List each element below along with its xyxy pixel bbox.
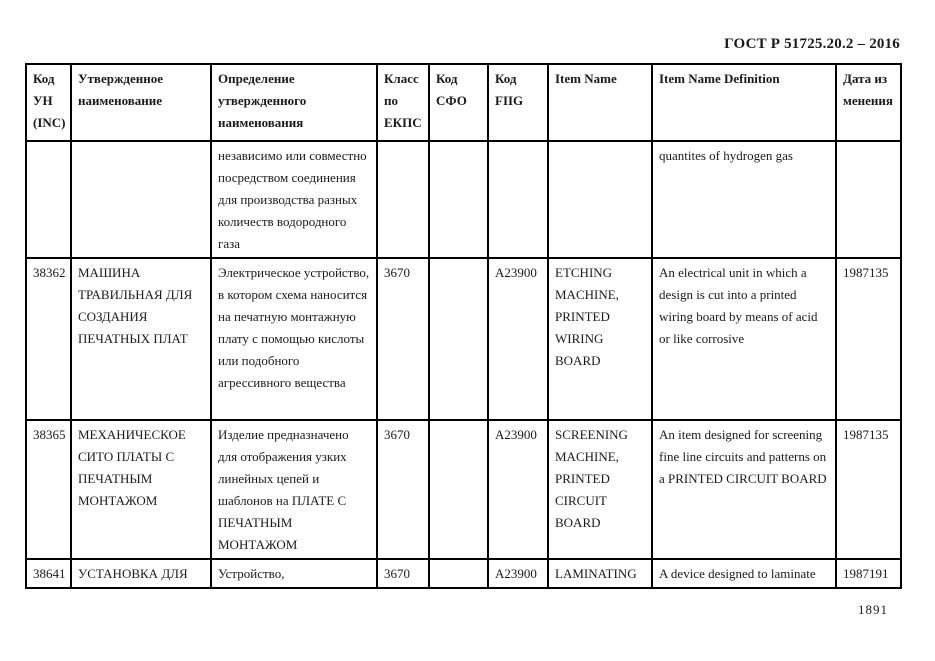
cell-item-name-definition: A device designed to laminate (652, 559, 836, 588)
col-header-approved-name-definition: Определение утвержденного наименования (211, 64, 377, 141)
cell-approved-name: МАШИНА ТРАВИЛЬНАЯ ДЛЯ СОЗДАНИЯ ПЕЧАТНЫХ ПЛАТ (71, 258, 211, 420)
cell-item-name: ETCHING MACHINE, PRINTED WIRING BOARD (548, 258, 652, 420)
table-header-row (26, 64, 901, 141)
cell-fiig-code: A23900 (488, 559, 548, 588)
table-row (26, 420, 901, 559)
col-header-change-date: Дата изменения (836, 64, 901, 141)
cell-ekps-class: 3670 (377, 258, 429, 420)
col-header-item-name: Item Name (548, 64, 652, 141)
cell-item-name-definition: An item designed for screening fine line circuits and patterns on a PRINTED CIRCUIT BOARD (652, 420, 836, 559)
cell-change-date: 1987135 (836, 258, 901, 420)
cell-inc-code: 38641 (26, 559, 71, 588)
table-row (26, 141, 901, 258)
table-row (26, 559, 901, 588)
table-row (26, 258, 901, 420)
cell-item-name-definition: quantites of hydrogen gas (652, 141, 836, 258)
cell-approved-name-definition: Изделие предназначено для отображения узких линейных цепей и шаблонов на ПЛАТЕ С ПЕЧАТНЫМ МОНТАЖОМ (211, 420, 377, 559)
col-header-ekps-class: Класс по ЕКПС (377, 64, 429, 141)
cell-fiig-code: A23900 (488, 258, 548, 420)
col-header-approved-name: Утвержденное наименование (71, 64, 211, 141)
cell-approved-name (71, 141, 211, 258)
col-header-sfo-code: Код СФО (429, 64, 488, 141)
cell-approved-name-definition: Электрическое устройство, в котором схема наносится на печатную монтажную плату с помощью кислоты или подобного агрессивного вещества (211, 258, 377, 420)
cell-item-name: SCREENING MACHINE, PRINTED CIRCUIT BOARD (548, 420, 652, 559)
cell-ekps-class: 3670 (377, 420, 429, 559)
page-number: 1891 (858, 602, 888, 617)
cell-approved-name: МЕХАНИЧЕСКОЕ СИТО ПЛАТЫ С ПЕЧАТНЫМ МОНТАЖОМ (71, 420, 211, 559)
cell-change-date (836, 141, 901, 258)
col-header-item-name-definition: Item Name Definition (652, 64, 836, 141)
cell-item-name (548, 141, 652, 258)
cell-item-name: LAMINATING (548, 559, 652, 588)
cell-change-date: 1987191 (836, 559, 901, 588)
cell-fiig-code: A23900 (488, 420, 548, 559)
cell-sfo-code (429, 258, 488, 420)
cell-item-name-definition: An electrical unit in which a design is cut into a printed wiring board by means of acid or like corrosive (652, 258, 836, 420)
col-header-inc-code: Код УН (INC) (26, 64, 71, 141)
col-header-fiig-code: Код FIIG (488, 64, 548, 141)
cell-sfo-code (429, 559, 488, 588)
cell-approved-name: УСТАНОВКА ДЛЯ (71, 559, 211, 588)
cell-approved-name-definition: Устройство, (211, 559, 377, 588)
cell-ekps-class (377, 141, 429, 258)
cell-sfo-code (429, 420, 488, 559)
cell-sfo-code (429, 141, 488, 258)
inc-codes-table (25, 63, 902, 589)
cell-inc-code: 38362 (26, 258, 71, 420)
cell-ekps-class: 3670 (377, 559, 429, 588)
cell-inc-code (26, 141, 71, 258)
cell-change-date: 1987135 (836, 420, 901, 559)
cell-fiig-code (488, 141, 548, 258)
cell-inc-code: 38365 (26, 420, 71, 559)
cell-approved-name-definition: независимо или совместно посредством соединения для производства разных количеств водородного газа (211, 141, 377, 258)
doc-header-title: ГОСТ Р 51725.20.2 – 2016 (724, 36, 900, 52)
